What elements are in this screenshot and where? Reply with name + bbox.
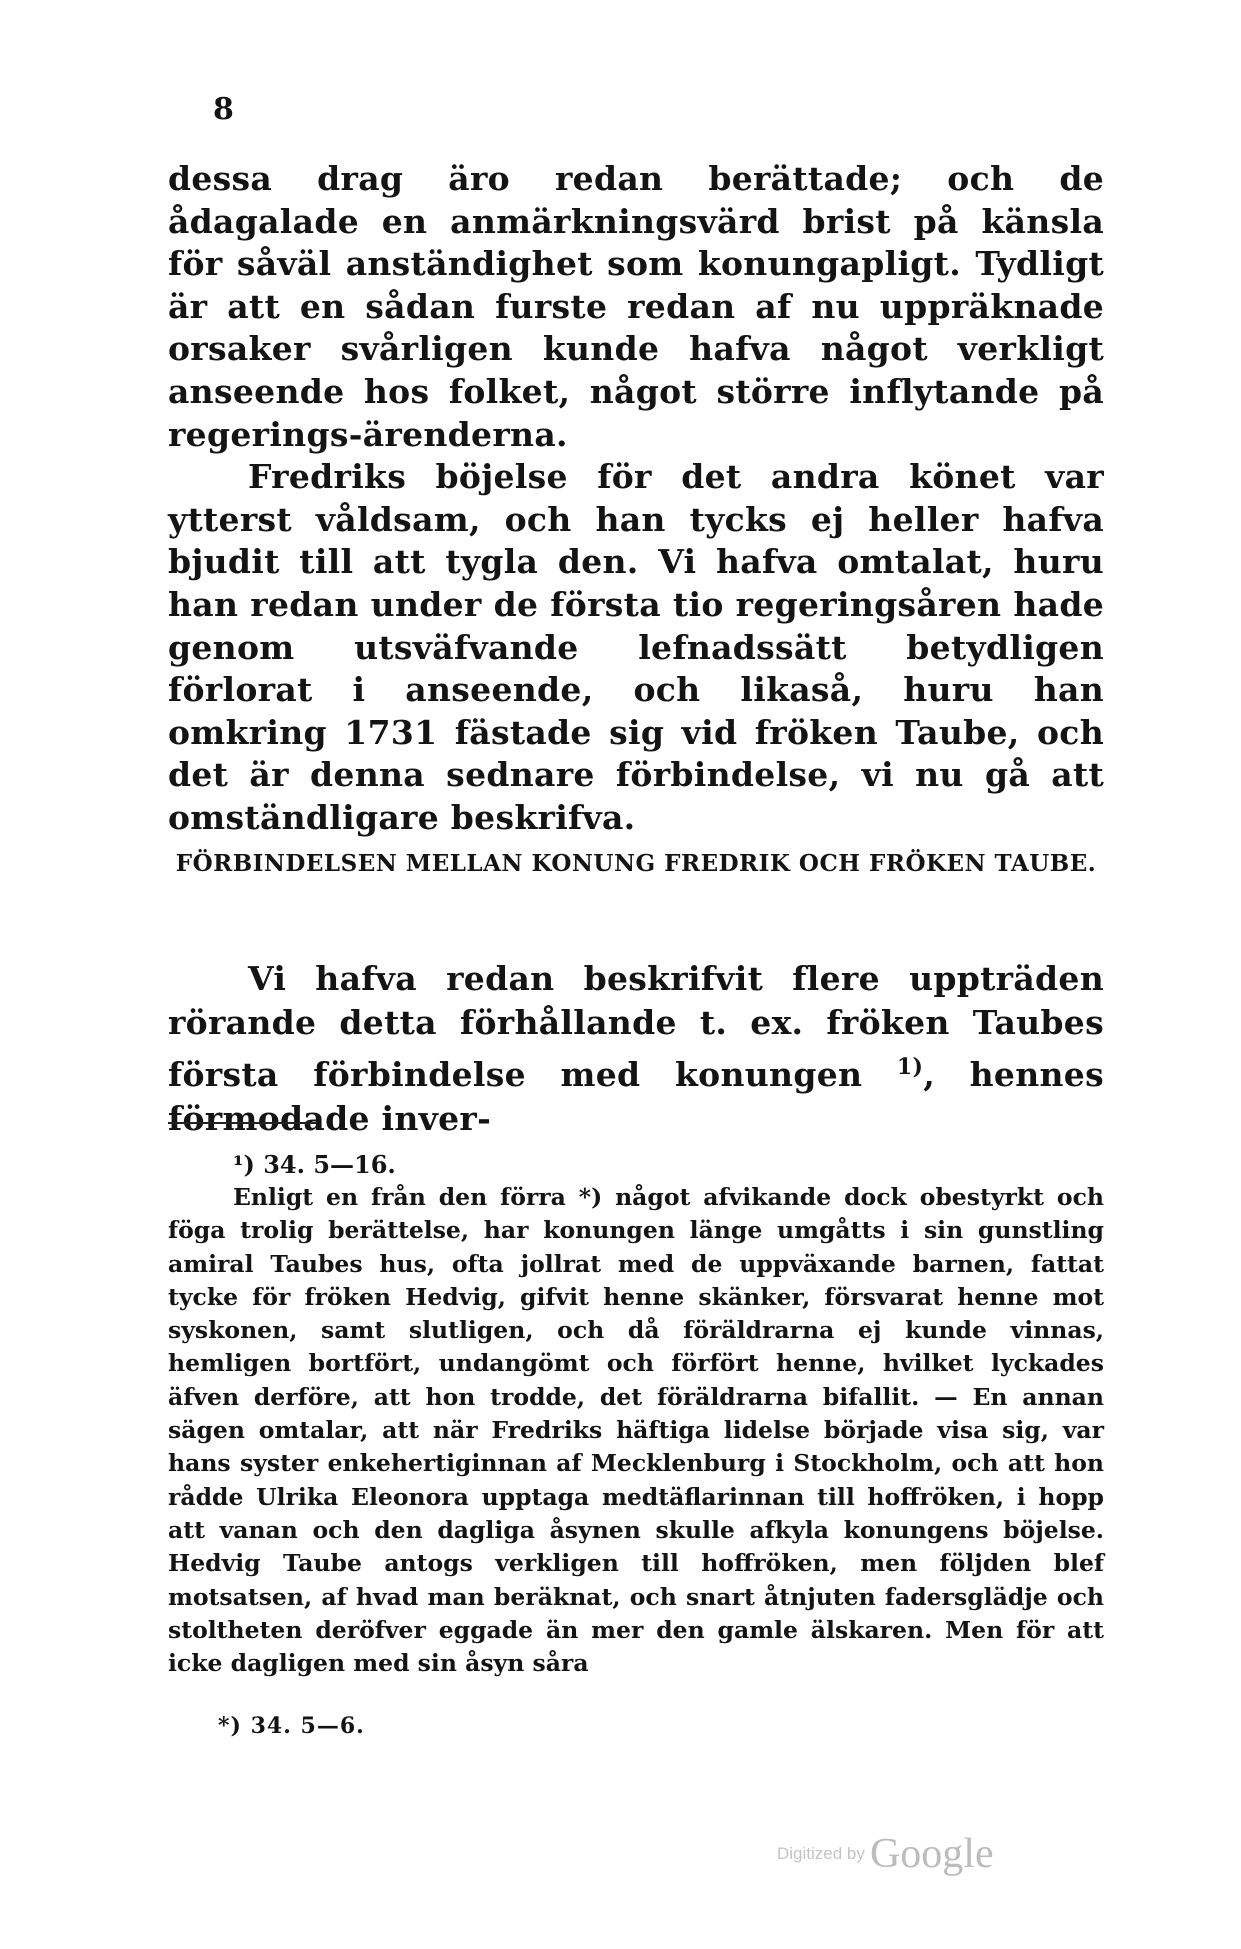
digitized-watermark <box>777 1830 994 1878</box>
watermark-prefix: Digitized by <box>777 1844 865 1863</box>
main-text <box>168 158 1104 840</box>
watermark-brand: Google <box>869 1831 994 1877</box>
page-number: 8 <box>213 92 234 127</box>
section-text-start: Vi hafva redan beskrifvit flere uppträden rörande detta förhållande t. ex. fröken Taubes första förbindelse med konungen <box>168 959 1104 1094</box>
footnote-ref-mark: 1) <box>896 1054 924 1080</box>
section-paragraph <box>168 957 1104 1141</box>
paragraph: dessa drag äro redan berättade; och de ådagalade en anmärkningsvärd brist på känsla för såväl anständighet som konungapligt. Tydligt är att en sådan furste redan af nu uppräknade orsaker svårligen kunde hafva något verkligt anseende hos folket, något större inflytande på regerings-ärenderna. <box>168 159 1104 454</box>
section-text-end: , hennes förmodade inver- <box>168 1055 1104 1138</box>
section-heading: FÖRBINDELSEN MELLAN KONUNG FREDRIK OCH FRÖKEN TAUBE. <box>175 850 1097 877</box>
paragraph: Fredriks böjelse för det andra könet var ytterst våldsam, och han tycks ej heller hafva bjudit till att tygla den. Vi hafva omtalat, huru han redan under de första tio regeringsåren hade genom utsväfvande lefnadssätt betydligen förlorat i anseende, och likaså, huru han omkring 1731 fästade sig vid fröken Taube, och det är denna sednare förbindelse, vi nu gå att omständligare beskrifva. <box>168 457 1104 837</box>
footnote-rule <box>168 1122 316 1124</box>
subfootnote: *) 34. 5—6. <box>218 1713 365 1739</box>
footnote-text: Enligt en från den förra *) något afvikande dock obestyrkt och föga trolig berättelse, har konungen länge umgåtts i sin gunstling amiral Taubes hus, ofta jollrat med de uppväxande barnen, fattat tycke för fröken Hedvig, gifvit henne skänker, försvarat henne mot syskonen, samt slutligen, och då föräldrarna ej kunde vinnas, hemligen bortfört, undangömt och förfört henne, hvilket lyckades äfven derföre, att hon trodde, det föräldrarna bifallit. — En annan sägen omtalar, att när Fredriks häftiga lidelse började visa sig, var hans syster enkehertiginnan af Mecklenburg i Stockholm, och att hon rådde Ulrika Eleonora upptaga medtäflarinnan till hoffröken, i hopp att vanan och den dagliga åsynen skulle afkyla konungens böjelse. Hedvig Taube antogs verkligen till hoffröken, men följden blef motsatsen, af hvad man beräknat, och snart åtnjuten fadersglädje och stoltheten deröfver eggade än mer den gamle älskaren. Men för att icke dagligen med sin åsyn såra <box>168 1183 1104 1678</box>
footnote-reference: ¹) 34. 5—16. <box>233 1150 396 1179</box>
